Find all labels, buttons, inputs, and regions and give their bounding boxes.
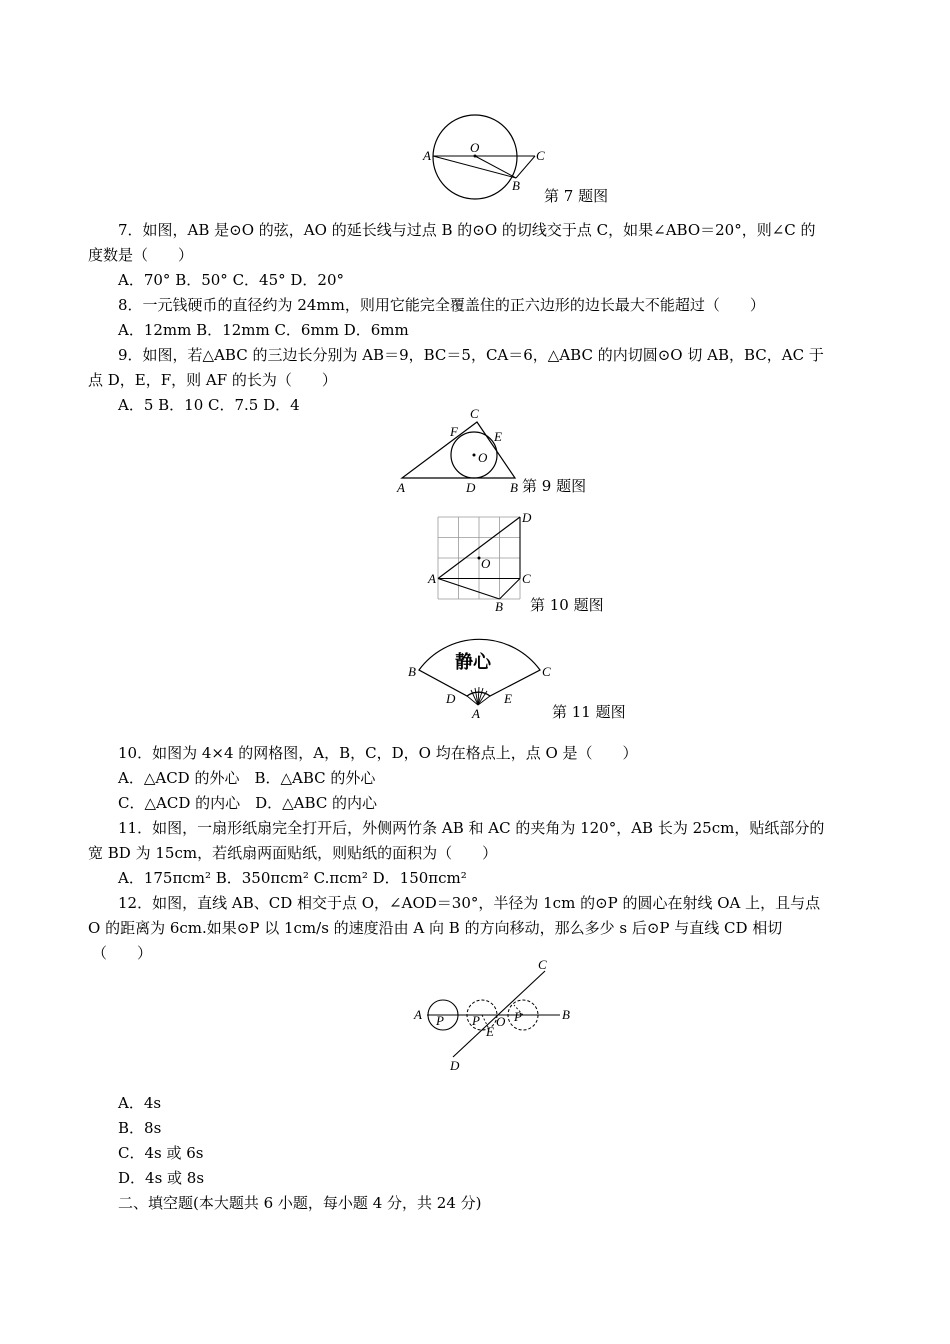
- svg-text:O: O: [478, 450, 488, 465]
- svg-text:A: A: [472, 706, 480, 721]
- svg-text:E: E: [486, 1024, 494, 1039]
- svg-text:O: O: [481, 556, 491, 571]
- svg-text:A: A: [414, 1007, 422, 1022]
- question-9-line-1: 9．如图，若△ABC 的三边长分别为 AB＝9，BC＝5，CA＝6，△ABC 的内切圆⊙O 切 AB，BC，AC 于: [118, 346, 824, 364]
- figure-9-caption: 第 9 题图: [522, 477, 587, 495]
- question-12-option-a: A．4s: [118, 1094, 162, 1112]
- question-10-options-cd: C．△ACD 的内心 D．△ABC 的内心: [118, 794, 378, 812]
- question-10-line-1: 10．如图为 4×4 的网格图，A，B，C，D，O 均在格点上，点 O 是（ ）: [118, 744, 638, 762]
- figure-11-caption: 第 11 题图: [552, 703, 626, 721]
- question-8-options: A．12mm B．12mm C．6mm D．6mm: [118, 321, 409, 339]
- svg-text:A: A: [428, 571, 436, 586]
- question-8-line-1: 8．一元钱硬币的直径约为 24mm，则用它能完全覆盖住的正六边形的边长最大不能超过（ ）: [118, 296, 765, 314]
- section-2-heading: 二、填空题(本大题共 6 小题，每小题 4 分，共 24 分): [118, 1194, 482, 1212]
- question-12-line-1: 12．如图，直线 AB、CD 相交于点 O，∠AOD＝30°，半径为 1cm 的⊙P 的圆心在射线 OA 上，且与点: [118, 894, 821, 912]
- figure-12: [410, 955, 580, 1075]
- question-12-line-2: O 的距离为 6cm.如果⊙P 以 1cm/s 的速度沿由 A 向 B 的方向移动，那么多少 s 后⊙P 与直线 CD 相切: [88, 919, 783, 937]
- question-11-line-1: 11．如图，一扇形纸扇完全打开后，外侧两竹条 AB 和 AC 的夹角为 120°，AB 长为 25cm，贴纸部分的: [118, 819, 825, 837]
- svg-text:A: A: [397, 480, 405, 495]
- svg-text:E: E: [494, 429, 502, 444]
- question-12-option-c: C．4s 或 6s: [118, 1144, 204, 1162]
- svg-text:C: C: [536, 148, 545, 163]
- figure-7: [420, 110, 560, 205]
- svg-text:A: A: [423, 148, 431, 163]
- question-7-line-1: 7．如图，AB 是⊙O 的弦，AO 的延长线与过点 B 的⊙O 的切线交于点 C，如果∠ABO＝20°，则∠C 的: [118, 221, 816, 239]
- svg-text:P: P: [472, 1013, 480, 1028]
- svg-text:O: O: [496, 1014, 506, 1029]
- question-11-line-2: 宽 BD 为 15cm，若纸扇两面贴纸，则贴纸的面积为（ ）: [88, 844, 498, 862]
- svg-text:B: B: [562, 1007, 570, 1022]
- svg-text:D: D: [466, 480, 476, 495]
- question-12-option-b: B．8s: [118, 1119, 162, 1137]
- svg-text:C: C: [538, 957, 547, 972]
- figure-10: [425, 510, 545, 615]
- svg-text:D: D: [450, 1058, 460, 1073]
- figure-11: [400, 630, 560, 725]
- figure-9: [390, 408, 530, 498]
- svg-text:P: P: [514, 1009, 522, 1024]
- question-7-line-2: 度数是（ ）: [88, 246, 194, 264]
- svg-text:B: B: [512, 178, 520, 193]
- question-10-options-ab: A．△ACD 的外心 B．△ABC 的外心: [118, 769, 376, 787]
- question-9-options: A．5 B．10 C．7.5 D．4: [118, 396, 300, 414]
- figure-7-caption: 第 7 题图: [544, 187, 609, 205]
- question-12-line-3: （ ）: [92, 944, 153, 962]
- question-7-options: A．70° B．50° C．45° D．20°: [118, 271, 345, 289]
- svg-text:B: B: [495, 599, 503, 614]
- svg-text:C: C: [470, 408, 479, 421]
- svg-text:E: E: [504, 691, 512, 706]
- svg-text:B: B: [510, 480, 518, 495]
- svg-text:P: P: [436, 1013, 444, 1028]
- svg-text:D: D: [522, 510, 532, 525]
- svg-text:B: B: [408, 664, 416, 679]
- figure-10-caption: 第 10 题图: [530, 596, 604, 614]
- question-11-options: A．175πcm² B．350πcm² C.πcm² D．150πcm²: [118, 869, 467, 887]
- svg-text:C: C: [542, 664, 551, 679]
- svg-text:D: D: [446, 691, 456, 706]
- fan-text: 静心: [455, 652, 491, 673]
- question-9-line-2: 点 D，E，F，则 AF 的长为（ ）: [88, 371, 337, 389]
- question-12-option-d: D．4s 或 8s: [118, 1169, 205, 1187]
- svg-text:C: C: [522, 571, 531, 586]
- svg-text:O: O: [470, 140, 480, 155]
- svg-text:F: F: [450, 424, 458, 439]
